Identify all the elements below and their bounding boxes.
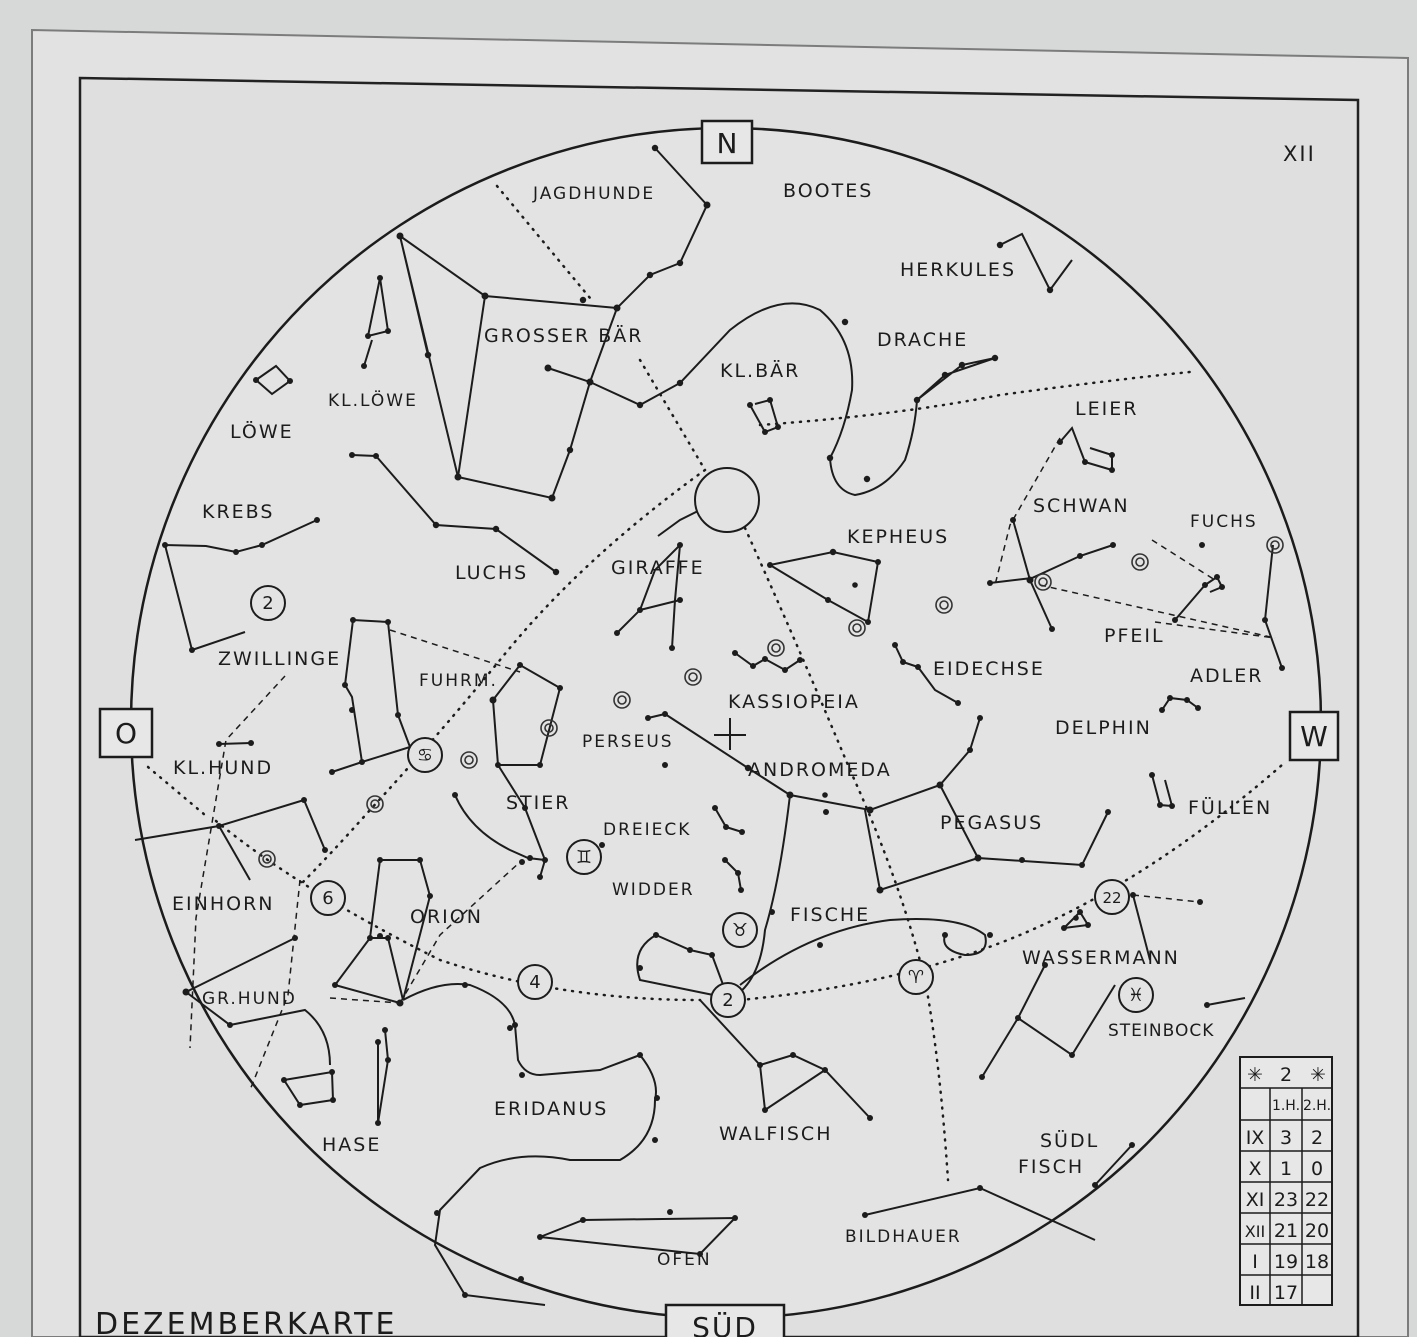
table-cell: 17: [1273, 1282, 1299, 1304]
table-cell: 23: [1273, 1189, 1299, 1211]
label-bildhauer: BILDHAUER: [845, 1227, 962, 1247]
table-cell: 20: [1304, 1220, 1330, 1242]
label-eridanus: ERIDANUS: [494, 1098, 609, 1120]
label-fische: FISCHE: [790, 904, 871, 926]
hour-marker-22-label: 22: [1102, 889, 1122, 907]
label-krebs: KREBS: [202, 501, 275, 523]
label-fuhrm: FUHRM.: [419, 671, 498, 691]
hour-marker-2-mid-label: 2: [722, 990, 734, 1011]
label-perseus: PERSEUS: [582, 732, 674, 752]
hour-marker-4-label: 4: [529, 972, 541, 993]
label-bootes: BOOTES: [783, 180, 874, 202]
label-walfisch: WALFISCH: [719, 1123, 833, 1145]
label-delphin: DELPHIN: [1055, 717, 1152, 739]
label-loewe: LÖWE: [230, 421, 294, 443]
table-cell: XI: [1245, 1189, 1265, 1211]
table-cell: 0: [1310, 1158, 1324, 1180]
gemini-symbol: ♊: [575, 847, 593, 868]
table-cell: IX: [1245, 1127, 1265, 1149]
label-kepheus: KEPHEUS: [847, 526, 950, 548]
sheet-number: XII: [1283, 142, 1316, 166]
label-dreieck: DREIECK: [603, 820, 692, 840]
label-luchs: LUCHS: [455, 562, 529, 584]
label-steinbock: STEINBOCK: [1108, 1021, 1215, 1041]
table-cell: 19: [1273, 1251, 1299, 1273]
label-gr-hund: GR.HUND: [202, 989, 297, 1009]
direction-east: [100, 709, 152, 757]
table-cell: I: [1252, 1251, 1258, 1273]
label-schwan: SCHWAN: [1033, 495, 1130, 517]
table-cell: X: [1248, 1158, 1262, 1180]
north-pole-circle: [695, 468, 759, 532]
label-einhorn: EINHORN: [172, 893, 275, 915]
hour-marker-2-left-label: 2: [262, 593, 274, 614]
direction-north: [702, 121, 752, 163]
label-hase: HASE: [322, 1134, 382, 1156]
label-kassiopeia: KASSIOPEIA: [728, 691, 860, 713]
pisces-symbol: ♓: [1127, 985, 1145, 1006]
label-eidechse: EIDECHSE: [933, 658, 1045, 680]
table-cell: 18: [1304, 1251, 1330, 1273]
label-pfeil: PFEIL: [1104, 625, 1165, 647]
table-cell: 22: [1304, 1189, 1330, 1211]
label-zwillinge: ZWILLINGE: [218, 648, 342, 670]
table-cell: 2: [1310, 1127, 1324, 1149]
aries-symbol: ♈: [907, 967, 925, 988]
svg-text:N: N: [716, 127, 738, 160]
label-adler: ADLER: [1190, 665, 1264, 687]
table-cell: 21: [1273, 1220, 1299, 1242]
table-col-2h: 2.H.: [1302, 1098, 1332, 1114]
label-andromeda: ANDROMEDA: [748, 759, 892, 781]
table-cell: II: [1249, 1282, 1261, 1304]
label-fisch: FISCH: [1018, 1156, 1085, 1178]
cancer-symbol: ♋: [416, 745, 434, 766]
time-table: [1240, 1057, 1332, 1305]
direction-south: [666, 1305, 784, 1337]
label-suedl: SÜDL: [1040, 1130, 1100, 1152]
label-ofen: OFEN: [657, 1250, 712, 1270]
direction-west: [1290, 712, 1338, 760]
map-title: DEZEMBERKARTE: [95, 1307, 398, 1337]
label-pegasus: PEGASUS: [940, 812, 1044, 834]
label-grosser-baer: GROSSER BÄR: [484, 325, 644, 347]
table-cell: 3: [1279, 1127, 1293, 1149]
label-fuchs: FUCHS: [1190, 512, 1258, 532]
table-cell: XII: [1244, 1222, 1266, 1241]
label-drache: DRACHE: [877, 329, 969, 351]
label-kl-loewe: KL.LÖWE: [328, 391, 418, 411]
label-widder: WIDDER: [612, 880, 695, 900]
label-stier: STIER: [506, 792, 571, 814]
table-header-value: 2: [1279, 1064, 1293, 1086]
label-fuellen: FÜLLEN: [1188, 797, 1273, 819]
table-col-1h: 1.H.: [1271, 1098, 1301, 1114]
label-wassermann: WASSERMANN: [1022, 947, 1180, 969]
taurus-symbol: ♉: [731, 920, 749, 941]
table-header-mark-left: ✳: [1247, 1064, 1263, 1086]
label-orion: ORION: [410, 906, 483, 928]
svg-text:W: W: [1300, 720, 1328, 753]
table-header-mark-right: ✳: [1310, 1064, 1326, 1086]
svg-text:O: O: [114, 717, 138, 750]
label-herkules: HERKULES: [900, 259, 1017, 281]
label-giraffe: GIRAFFE: [611, 557, 705, 579]
label-kl-hund: KL.HUND: [173, 757, 274, 779]
svg-text:SÜD: SÜD: [692, 1311, 758, 1337]
label-jagdhunde: JAGDHUNDE: [533, 184, 656, 204]
label-kl-baer: KL.BÄR: [720, 360, 801, 382]
hour-marker-6-label: 6: [322, 888, 334, 909]
label-leier: LEIER: [1075, 398, 1139, 420]
table-cell: 1: [1279, 1158, 1293, 1180]
